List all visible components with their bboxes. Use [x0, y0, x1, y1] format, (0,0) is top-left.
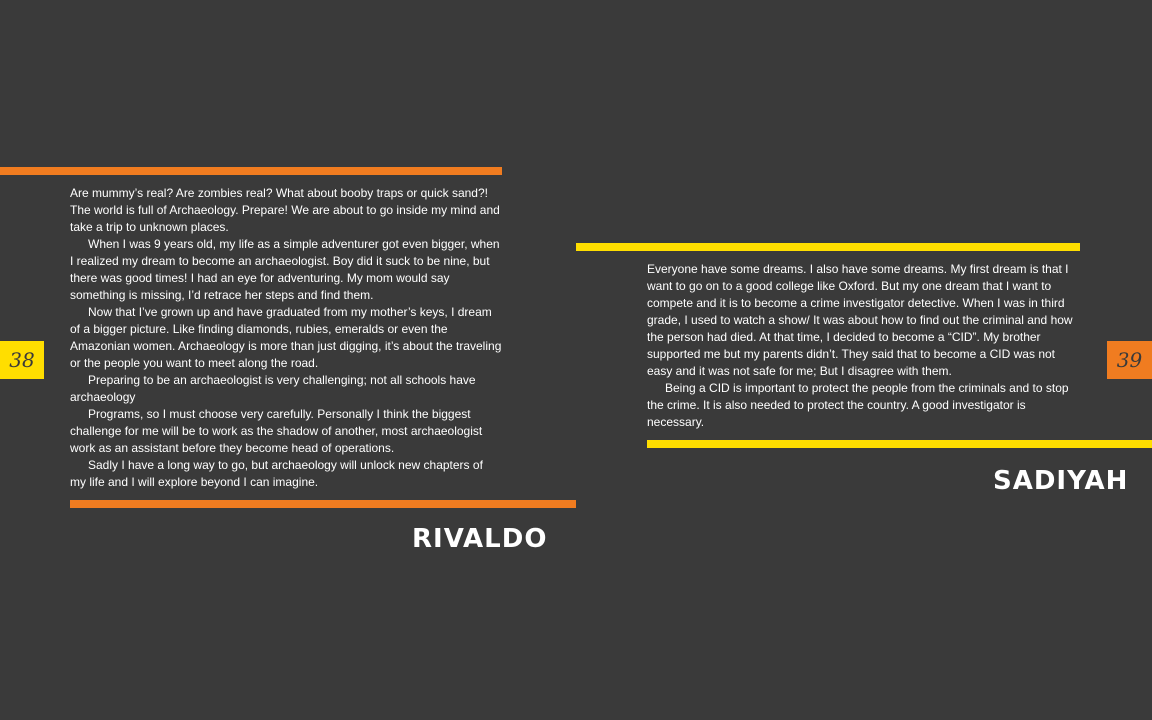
left-page-number: 38	[0, 341, 44, 379]
right-article-text	[647, 261, 1081, 431]
left-paragraph-3: Now that I’ve grown up and have graduated from my mother’s keys, I dream of a bigger picture. Like finding diamonds, rubies, emeralds or even the Amazonian women. Archaeology is more than just digging, it’s about the traveling or the people you want to meet along the road.	[70, 305, 502, 370]
left-paragraph-2: When I was 9 years old, my life as a simple adventurer got even bigger, when I realized my dream to become an archaeologist. Boy did it suck to be nine, but there was good times! I had an eye for adventuring. My mom would say something is missing, I’d retrace her steps and find them.	[70, 237, 500, 302]
left-author-name: RIVALDO	[412, 524, 548, 554]
right-top-yellow-bar	[576, 243, 1080, 251]
left-paragraph-1: Are mummy’s real? Are zombies real? What about booby traps or quick sand?! The world is full of Archaeology. Prepare! We are about to go inside my mind and take a trip to unknown places.	[70, 186, 500, 234]
right-author-name: SADIYAH	[993, 466, 1129, 496]
left-paragraph-6: Sadly I have a long way to go, but archaeology will unlock new chapters of my life and I will explore beyond I can imagine.	[70, 458, 483, 489]
right-page-number: 39	[1107, 341, 1152, 379]
right-paragraph-2: Being a CID is important to protect the people from the criminals and to stop the crime. It is also needed to protect the country. A good investigator is necessary.	[647, 381, 1069, 429]
right-paragraph-1: Everyone have some dreams. I also have some dreams. My first dream is that I want to go on to a good college like Oxford. But my one dream that I want to compete and it is to become a crime investigator detective. When I was in third grade, I used to watch a show/ It was about how to find out the criminal and how the person had died. At that time, I decided to become a “CID”. My brother supported me but my parents didn’t. They said that to become a CID was not easy and it was not safe for me; But I disagree with them.	[647, 262, 1073, 378]
left-paragraph-4: Preparing to be an archaeologist is very challenging; not all schools have archaeology	[70, 373, 476, 404]
left-article-text	[70, 185, 502, 491]
left-bottom-orange-bar	[70, 500, 576, 508]
left-paragraph-5: Programs, so I must choose very carefully. Personally I think the biggest challenge for me will be to work as the shadow of another, most archaeologist work as an assistant before they become head of operations.	[70, 407, 483, 455]
left-top-orange-bar	[0, 167, 502, 175]
right-bottom-yellow-bar	[647, 440, 1152, 448]
